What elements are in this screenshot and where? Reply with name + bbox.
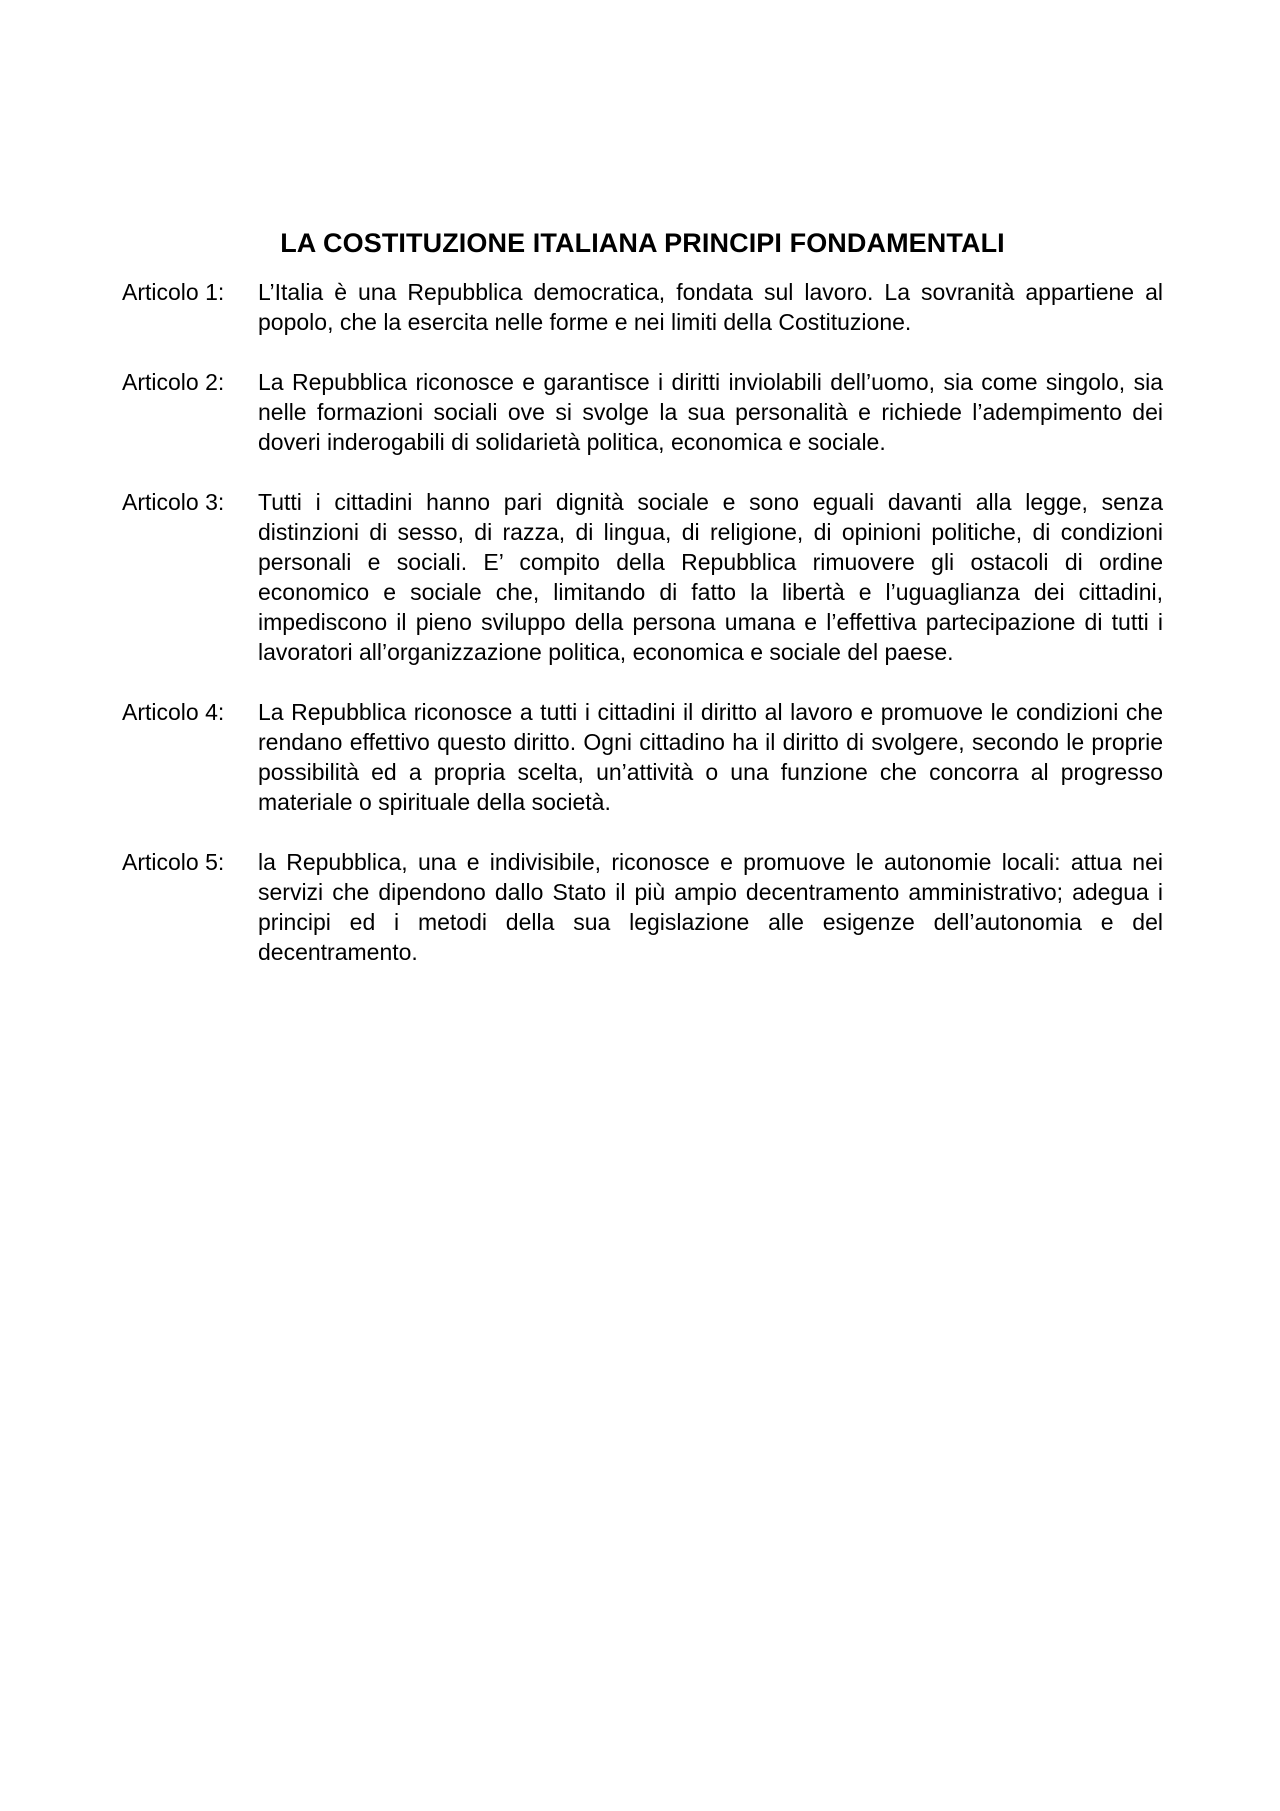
article-text: la Repubblica, una e indivisibile, riconosce e promuove le autonomie locali: attua nei servizi che dipendono dallo Stato il più ampio decentramento amministrativo; adegua i principi ed i metodi della sua legislazione alle esigenze dell’autonomia e del decentramento.	[258, 849, 1163, 965]
article-3	[122, 487, 1163, 667]
article-1	[122, 277, 1163, 337]
article-text: Tutti i cittadini hanno pari dignità sociale e sono eguali davanti alla legge, senza distinzioni di sesso, di razza, di lingua, di religione, di opinioni politiche, di condizioni personali e sociali. E’ compito della Repubblica rimuovere gli ostacoli di ordine economico e sociale che, limitando di fatto la libertà e l’uguaglianza dei cittadini, impediscono il pieno sviluppo della persona umana e l’effettiva partecipazione di tutti i lavoratori all’organizzazione politica, economica e sociale del paese.	[258, 489, 1163, 665]
article-text: L’Italia è una Repubblica democratica, fondata sul lavoro. La sovranità appartiene al popolo, che la esercita nelle forme e nei limiti della Costituzione.	[258, 279, 1163, 335]
article-2	[122, 367, 1163, 457]
document-title: LA COSTITUZIONE ITALIANA PRINCIPI FONDAMENTALI	[280, 228, 1005, 258]
article-4	[122, 697, 1163, 817]
article-text: La Repubblica riconosce a tutti i cittadini il diritto al lavoro e promuove le condizioni che rendano effettivo questo diritto. Ogni cittadino ha il diritto di svolgere, secondo le proprie possibilità ed a propria scelta, un’attività o una funzione che concorra al progresso materiale o spirituale della società.	[258, 699, 1163, 815]
articles-list	[122, 277, 1163, 967]
article-label: Articolo 2:	[122, 369, 225, 395]
article-label: Articolo 1:	[122, 279, 225, 305]
article-label: Articolo 3:	[122, 489, 225, 515]
document-page	[122, 228, 1163, 997]
article-5	[122, 847, 1163, 967]
article-text: La Repubblica riconosce e garantisce i diritti inviolabili dell’uomo, sia come singolo, sia nelle formazioni sociali ove si svolge la sua personalità e richiede l’adempimento dei doveri inderogabili di solidarietà politica, economica e sociale.	[258, 369, 1163, 455]
article-label: Articolo 5:	[122, 849, 225, 875]
article-label: Articolo 4:	[122, 699, 225, 725]
